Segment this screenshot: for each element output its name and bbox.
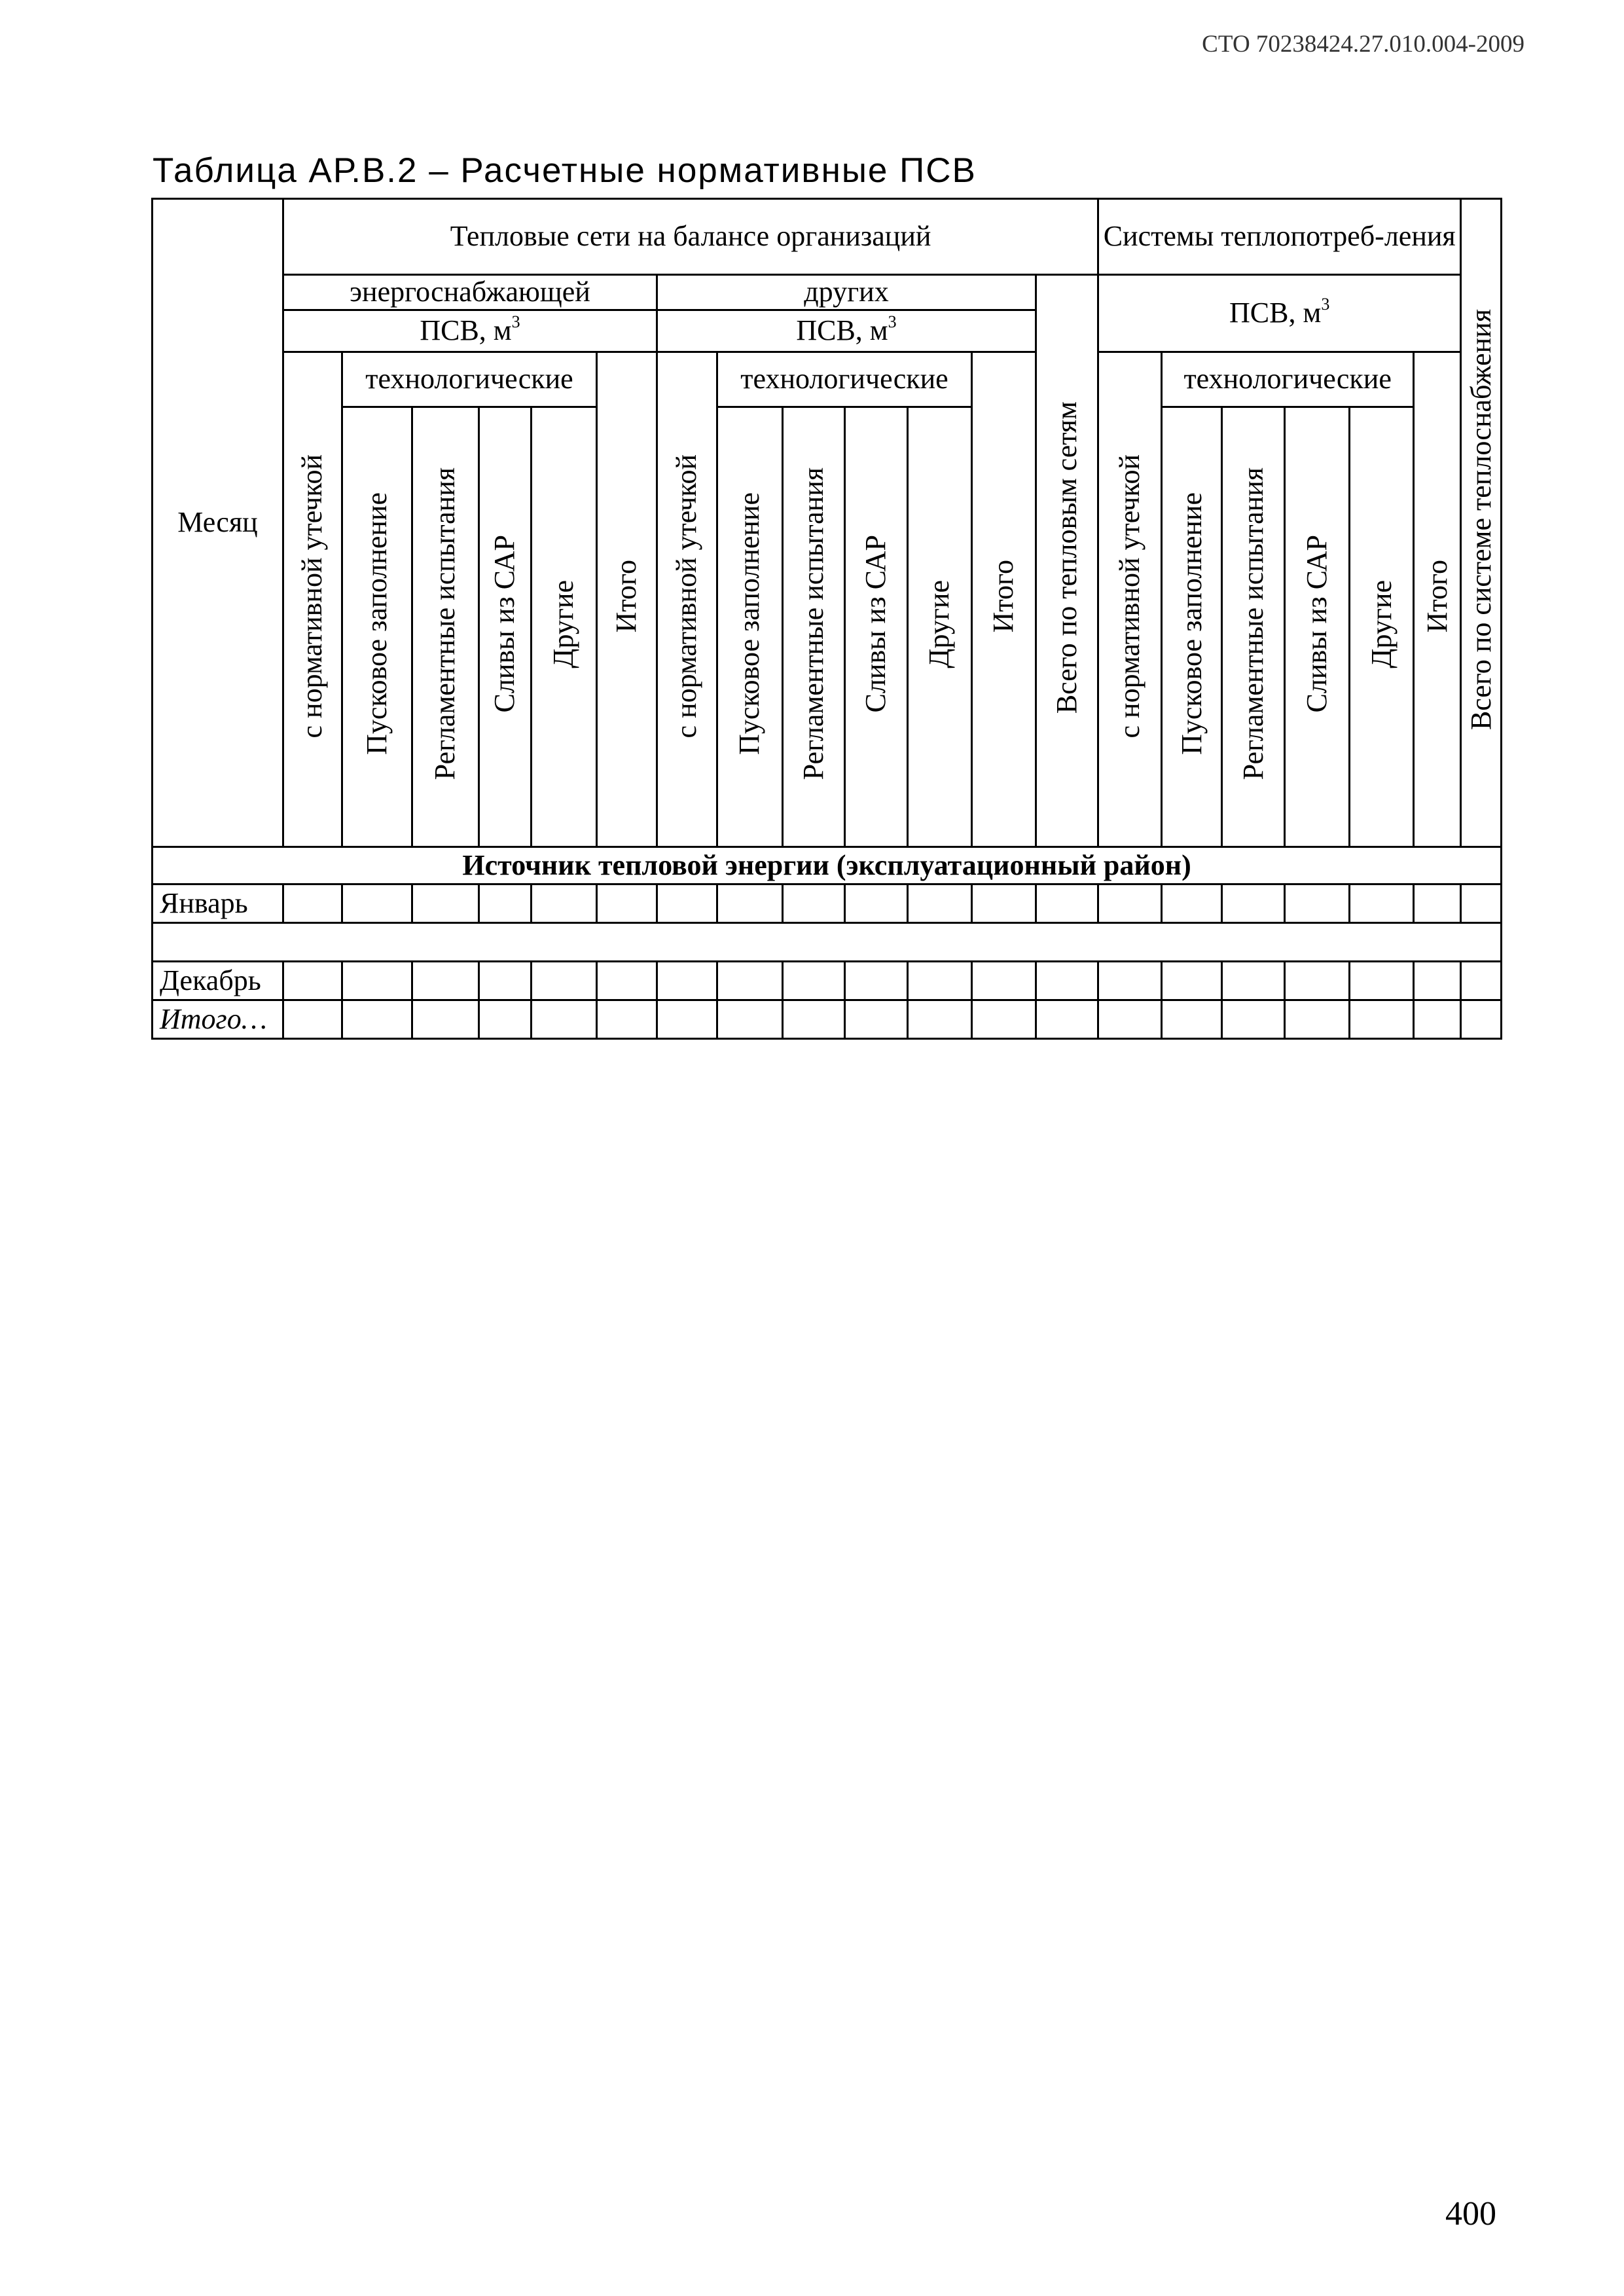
table-row [153,923,1502,962]
page-number: 400 [1445,2195,1496,2232]
row-label-january: Январь [153,884,283,923]
col-startup-fill-1: Пусковое заполнение [342,407,412,847]
col-sar-drains-3: Сливы из САР [1285,407,1350,847]
row-label-ellipsis [153,923,1502,962]
psv-header-energy: ПСВ, $м^3$ [283,310,657,352]
total-networks-header: Всего по тепловым сетям [1036,275,1098,847]
document-code: СТО 70238424.27.010.004-2009 [1202,31,1525,58]
row-label-total: Итого… [153,1000,283,1039]
table-row [153,884,1502,923]
technological-header-3: технологические [1162,352,1414,407]
col-regulatory-tests-3: Регламентные испытания [1222,407,1285,847]
col-total-3: Итого [1414,352,1461,847]
psv-table [151,198,1502,1040]
col-sar-drains-2: Сливы из САР [845,407,908,847]
others-header: других [657,275,1036,310]
technological-header-2: технологические [717,352,972,407]
source-row-label: Источник тепловой энергии (эксплуатационный район) [153,847,1502,884]
col-other-3: Другие [1350,407,1414,847]
psv-header-others: ПСВ, $м^3$ [657,310,1036,352]
col-other-2: Другие [908,407,972,847]
col-normative-leak-1: с нормативной утечкой [283,352,342,847]
networks-group-header: Тепловые сети на балансе организаций [283,199,1098,275]
table-row [153,1000,1502,1039]
table-title: Таблица АР.В.2 – Расчетные нормативные ПСВ [153,151,977,190]
month-header: Месяц [153,199,283,847]
col-normative-leak-2: с нормативной утечкой [657,352,717,847]
col-regulatory-tests-1: Регламентные испытания [412,407,479,847]
col-startup-fill-3: Пусковое заполнение [1162,407,1222,847]
col-sar-drains-1: Сливы из САР [479,407,532,847]
col-normative-leak-3: с нормативной утечкой [1098,352,1162,847]
col-startup-fill-2: Пусковое заполнение [717,407,783,847]
col-other-1: Другие [532,407,597,847]
col-total-1: Итого [597,352,657,847]
energy-supplier-header: энергоснабжающей [283,275,657,310]
row-label-december: Декабрь [153,962,283,1000]
table-row [153,962,1502,1000]
total-system-header: Всего по системе теплоснабжения [1461,199,1502,847]
psv-header-consumers: ПСВ, $м^3$ [1098,275,1461,352]
col-regulatory-tests-2: Регламентные испытания [783,407,845,847]
consumers-group-header: Системы теплопотреб-ления [1098,199,1461,275]
col-total-2: Итого [972,352,1036,847]
technological-header-1: технологические [342,352,597,407]
